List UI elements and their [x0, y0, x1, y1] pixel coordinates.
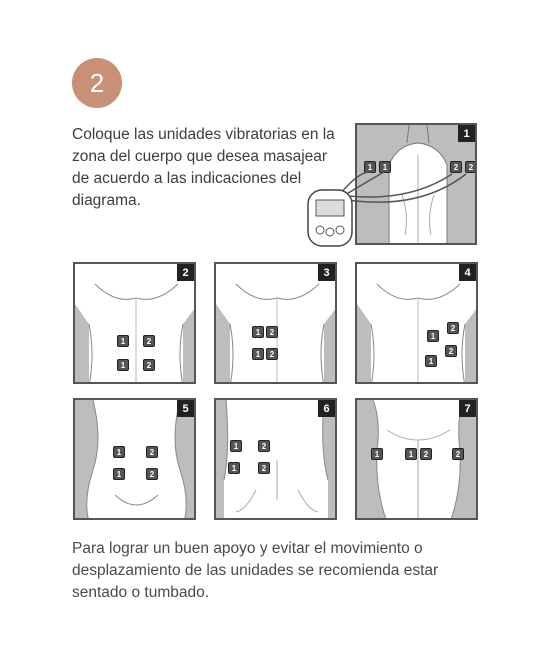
- pad-1a: 1: [252, 326, 264, 338]
- lower-back-illustration: [216, 400, 337, 520]
- pad-1b: 1: [252, 348, 264, 360]
- pad-2b: 2: [258, 462, 270, 474]
- pad-2a: 2: [258, 440, 270, 452]
- panel-number-5: 5: [177, 400, 194, 417]
- pad-1a: 1: [364, 161, 376, 173]
- pad-2a: 2: [450, 161, 462, 173]
- footer-text: Para lograr un buen apoyo y evitar el movimiento o desplazamiento de las unidades se recomienda estar sentado o tumbado.: [72, 540, 439, 601]
- panel-number-6: 6: [318, 400, 335, 417]
- step-number-badge: [72, 58, 122, 108]
- pad-2b: 2: [452, 448, 464, 460]
- pad-1b: 1: [425, 355, 437, 367]
- panel-number-2: 2: [177, 264, 194, 281]
- panel-number-1: 1: [458, 125, 475, 142]
- panel-number-3: 3: [318, 264, 335, 281]
- pad-1a: 1: [427, 330, 439, 342]
- panel-number-7: 7: [459, 400, 476, 417]
- diagram-panel-7: [355, 398, 478, 520]
- controller-illustration: [300, 150, 480, 260]
- pad-2a: 2: [266, 326, 278, 338]
- diagram-panel-5: [73, 398, 196, 520]
- pad-2b: 2: [266, 348, 278, 360]
- pad-1a: 1: [230, 440, 242, 452]
- pad-2b: 2: [143, 359, 155, 371]
- pad-2a: 2: [420, 448, 432, 460]
- hips-illustration: [75, 400, 196, 520]
- abdomen-illustration: [216, 264, 337, 384]
- diagram-panel-6: [214, 398, 337, 520]
- pad-1b: 1: [113, 468, 125, 480]
- intro-text: Coloque las unidades vibratorias en la zona del cuerpo que desea masajear de acuerdo a las indicaciones del diagrama.: [72, 126, 335, 209]
- pad-2a: 2: [143, 335, 155, 347]
- pad-1b: 1: [228, 462, 240, 474]
- pad-1b: 1: [117, 359, 129, 371]
- abdomen-illustration: [357, 264, 478, 384]
- step-number: 2: [89, 67, 105, 98]
- diagram-panel-4: [355, 262, 478, 384]
- pad-2a: 2: [447, 322, 459, 334]
- pad-1a: 1: [117, 335, 129, 347]
- abdomen-illustration: [75, 264, 196, 384]
- pad-1a: 1: [113, 446, 125, 458]
- pad-2a: 2: [146, 446, 158, 458]
- pad-1a: 1: [371, 448, 383, 460]
- diagram-panel-2: [73, 262, 196, 384]
- pad-1b: 1: [379, 161, 391, 173]
- diagram-panel-3: [214, 262, 337, 384]
- pad-2b: 2: [146, 468, 158, 480]
- pad-2b: 2: [445, 345, 457, 357]
- panel-number-4: 4: [459, 264, 476, 281]
- thighs-illustration: [357, 400, 478, 520]
- pad-1b: 1: [405, 448, 417, 460]
- pad-2b: 2: [465, 161, 477, 173]
